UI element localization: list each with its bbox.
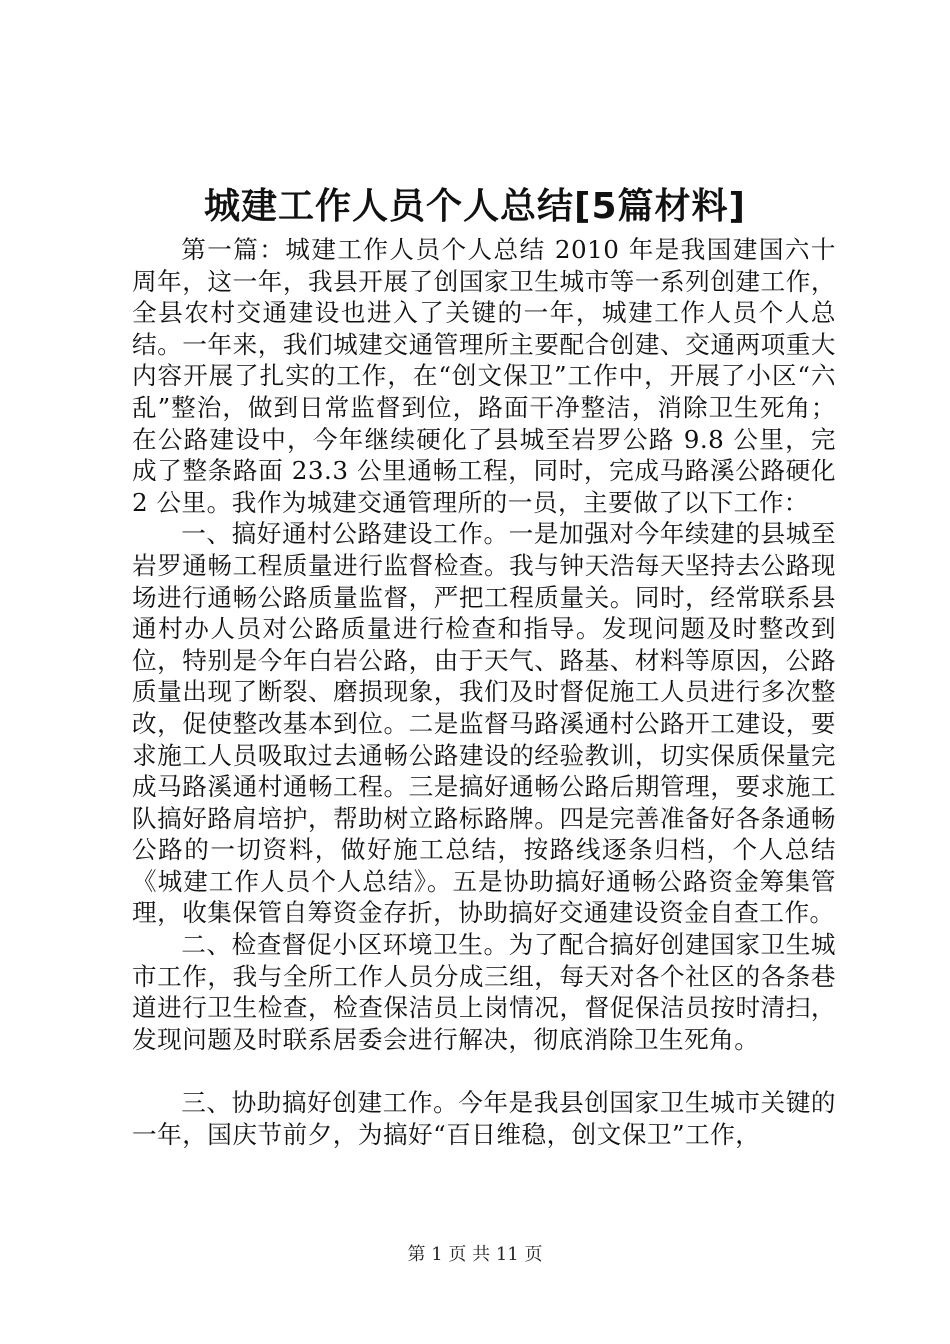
paragraph-section-2: 二、检查督促小区环境卫生。为了配合搞好创建国家卫生城市工作，我与全所工作人员分成三组，每天对各个社区的各条巷道进行卫生检查，检查保洁员上岗情况，督促保洁员按时清扫，发现问题及时联系居委会进行解决，彻底消除卫生死角。 [132, 930, 836, 1054]
document-body [132, 234, 836, 1150]
paragraph-section-3: 三、协助搞好创建工作。今年是我县创国家卫生城市关键的一年，国庆节前夕，为搞好“百日维稳，创文保卫”工作， [132, 1088, 836, 1149]
paragraph-section-1: 一、搞好通村公路建设工作。一是加强对今年续建的县城至岩罗通畅工程质量进行监督检查。我与钟天浩每天坚持去公路现场进行通畅公路质量监督，严把工程质量关。同时，经常联系县通村办人员对公路质量进行检查和指导。发现问题及时整改到位，特别是今年白岩公路，由于天气、路基、材料等原因，公路质量出现了断裂、磨损现象，我们及时督促施工人员进行多次整改，促使整改基本到位。二是监督马路溪通村公路开工建设，要求施工人员吸取过去通畅公路建设的经验教训，切实保质保量完成马路溪通村通畅工程。三是搞好通畅公路后期管理，要求施工队搞好路肩培护，帮助树立路标路牌。四是完善准备好各条通畅公路的一切资料，做好施工总结，按路线逐条归档，个人总结《城建工作人员个人总结》。五是协助搞好通畅公路资金筹集管理，收集保管自筹资金存折，协助搞好交通建设资金自查工作。 [132, 519, 836, 928]
document-title: 城建工作人员个人总结[5篇材料] [204, 186, 746, 227]
page-footer: 第 1 页 共 11 页 [407, 1244, 543, 1265]
paragraph-intro: 第一篇：城建工作人员个人总结 2010 年是我国建国六十周年，这一年，我县开展了创国家卫生城市等一系列创建工作，全县农村交通建设也进入了关键的一年，城建工作人员个人总结。一年来，我们城建交通管理所主要配合创建、交通两项重大内容开展了扎实的工作，在“创文保卫”工作中，开展了小区“六乱”整治，做到日常监督到位，路面干净整洁，消除卫生死角；在公路建设中，今年继续硬化了县城至岩罗公路 9.8 公里，完成了整条路面 23.3 公里通畅工程，同时，完成马路溪公路硬化 2 公里。我作为城建交通管理所的一员，主要做了以下工作： [132, 235, 836, 517]
